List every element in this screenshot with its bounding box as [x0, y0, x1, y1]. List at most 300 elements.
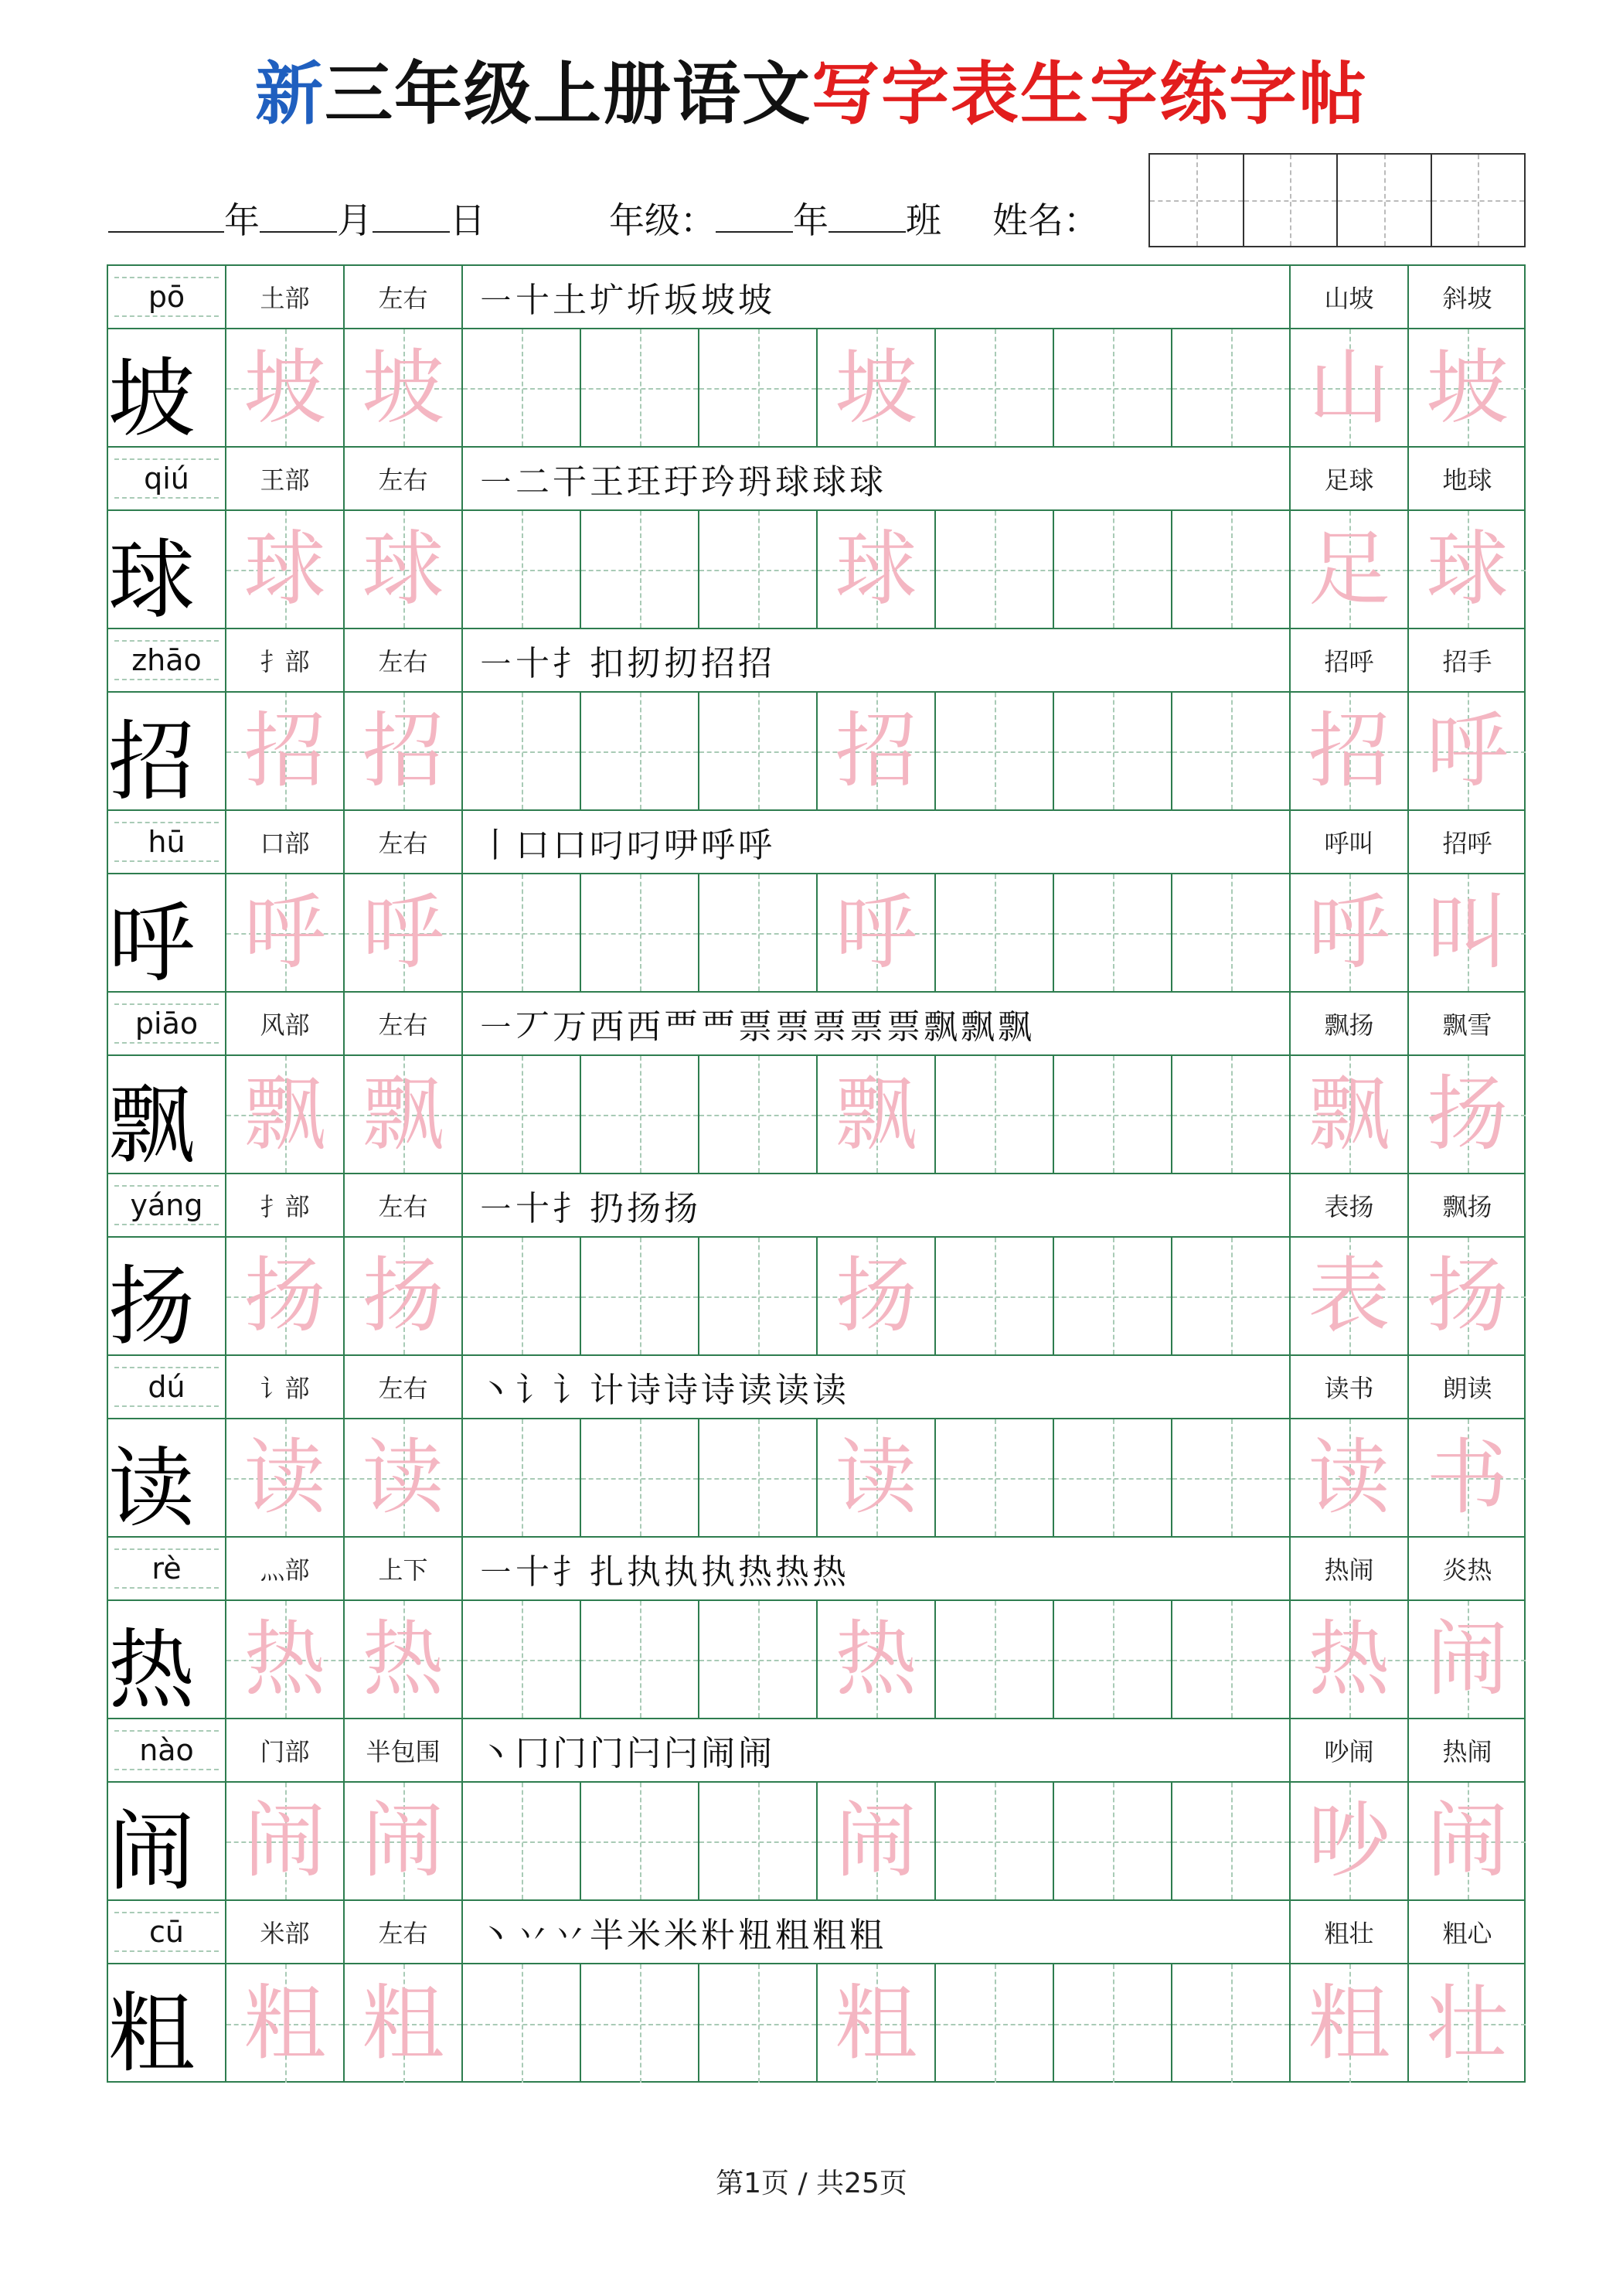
practice-cell[interactable] — [1054, 693, 1172, 809]
practice-cell[interactable] — [936, 1056, 1054, 1173]
practice-cell[interactable] — [1054, 874, 1172, 991]
info-row — [108, 448, 1524, 511]
stroke-order — [463, 1356, 1291, 1418]
trace-character: 坡 — [362, 339, 444, 435]
character-entry — [108, 1901, 1524, 2083]
pinyin — [108, 1174, 226, 1236]
practice-cell[interactable] — [463, 874, 581, 991]
stroke-step: 丶 — [478, 1371, 512, 1410]
pinyin-text: hū — [148, 825, 185, 859]
practice-row — [108, 1964, 1524, 2083]
practice-cell[interactable] — [581, 1783, 699, 1899]
stroke-step: 叼 — [590, 826, 624, 865]
grade-blank[interactable] — [716, 231, 793, 233]
stroke-step: 粗 — [812, 1916, 846, 1955]
stroke-step: 执 — [627, 1552, 661, 1592]
stroke-step: 讠 — [553, 1371, 587, 1410]
stroke-step: 干 — [553, 462, 587, 502]
character-entry — [108, 1356, 1524, 1538]
word-2: 热闹 — [1442, 1737, 1492, 1766]
practice-cell[interactable] — [463, 1056, 581, 1173]
trace-cell[interactable] — [818, 874, 936, 991]
practice-cell[interactable] — [1054, 1419, 1172, 1536]
stroke-step: 飘 — [924, 1007, 958, 1047]
stroke-step: 玗 — [664, 462, 698, 502]
word-trace-cell[interactable] — [1291, 693, 1409, 809]
stroke-step: 执 — [664, 1552, 698, 1592]
trace-cell[interactable] — [345, 1783, 463, 1899]
practice-cell[interactable] — [463, 1419, 581, 1536]
pinyin-text: rè — [151, 1552, 182, 1586]
trace-cell[interactable] — [226, 1056, 345, 1173]
stroke-step: 执 — [701, 1552, 735, 1592]
practice-row — [108, 1238, 1524, 1356]
stroke-step: 扨 — [664, 644, 698, 683]
pinyin — [108, 1901, 226, 1963]
pinyin — [108, 1356, 226, 1418]
model-character — [108, 1783, 226, 1903]
stroke-step: 票 — [738, 1007, 772, 1047]
trace-character: 呼 — [1426, 703, 1509, 799]
model-character — [108, 1056, 226, 1176]
trace-character: 呼 — [362, 884, 444, 980]
stroke-step: 闩 — [664, 1734, 698, 1773]
practice-cell[interactable] — [699, 1601, 818, 1718]
stroke-step: 丷 — [515, 1916, 550, 1955]
trace-character: 粗 — [1308, 1975, 1390, 2071]
practice-cell[interactable] — [581, 1419, 699, 1536]
practice-cell[interactable] — [1054, 1238, 1172, 1354]
practice-cell[interactable] — [1054, 1783, 1172, 1899]
stroke-step: 热 — [738, 1552, 772, 1592]
structure: 左右 — [345, 448, 463, 509]
stroke-step: 读 — [738, 1371, 772, 1410]
trace-character: 热 — [243, 1611, 326, 1707]
stroke-step: 口 — [553, 826, 587, 865]
structure: 左右 — [345, 629, 463, 691]
model-character — [108, 511, 226, 631]
word-trace-cell[interactable] — [1291, 1601, 1409, 1718]
stroke-step: 闹 — [701, 1734, 735, 1773]
stroke-step: 热 — [775, 1552, 809, 1592]
model-character — [108, 1238, 226, 1358]
stroke-step: 扌 — [553, 644, 587, 683]
pinyin-text: cū — [149, 1915, 184, 1949]
character-entry — [108, 448, 1524, 629]
character-entry — [108, 993, 1524, 1174]
trace-character: 扬 — [243, 1248, 326, 1344]
name-cell[interactable] — [1150, 155, 1244, 246]
trace-cell[interactable] — [226, 693, 345, 809]
stroke-step: 球 — [775, 462, 809, 502]
stroke-step: 呼 — [738, 826, 772, 865]
practice-cell[interactable] — [1172, 1964, 1291, 2083]
trace-character: 粗 — [362, 1975, 444, 2071]
trace-cell[interactable] — [226, 1238, 345, 1354]
practice-cell[interactable] — [1172, 1419, 1291, 1536]
practice-cell[interactable] — [699, 1783, 818, 1899]
pinyin-text: dú — [148, 1370, 185, 1404]
trace-character: 坡 — [243, 339, 326, 435]
name-cell[interactable] — [1338, 155, 1432, 246]
stroke-step: 十 — [515, 281, 550, 320]
stroke-order — [463, 1538, 1291, 1599]
word-1: 山坡 — [1291, 266, 1409, 328]
word-2: 招呼 — [1442, 829, 1492, 858]
trace-cell[interactable] — [226, 1601, 345, 1718]
trace-cell[interactable] — [345, 511, 463, 628]
class-blank[interactable] — [829, 231, 906, 233]
model-character-text: 热 — [108, 1620, 195, 1721]
practice-cell[interactable] — [1172, 1783, 1291, 1899]
pinyin-text: nào — [139, 1733, 194, 1767]
trace-cell[interactable] — [226, 1964, 345, 2083]
stroke-step: 覀 — [664, 1007, 698, 1047]
stroke-step: 坂 — [664, 281, 698, 320]
structure: 左右 — [345, 1901, 463, 1963]
stroke-step: 扎 — [590, 1552, 624, 1592]
word-trace-cell[interactable] — [1291, 874, 1409, 991]
practice-cell[interactable] — [463, 1238, 581, 1354]
word-trace-cell[interactable] — [1409, 874, 1526, 991]
word-trace-cell[interactable] — [1409, 1056, 1526, 1173]
pinyin-text: zhāo — [131, 643, 202, 677]
practice-grid — [107, 264, 1526, 2083]
name-cell[interactable] — [1244, 155, 1339, 246]
word-trace-cell[interactable] — [1409, 1601, 1526, 1718]
practice-cell[interactable] — [699, 511, 818, 628]
stroke-order — [463, 266, 1291, 328]
practice-cell[interactable] — [699, 1056, 818, 1173]
stroke-step: 扌 — [553, 1189, 587, 1228]
info-row — [108, 266, 1524, 329]
stroke-step: ㇐ — [478, 462, 512, 502]
info-row — [108, 1356, 1524, 1419]
stroke-step: 飘 — [998, 1007, 1032, 1047]
page-footer: 第1页 / 共25页 — [716, 2168, 907, 2199]
practice-cell[interactable] — [1172, 693, 1291, 809]
word-trace-cell[interactable] — [1409, 693, 1526, 809]
stroke-step: 诗 — [627, 1371, 661, 1410]
practice-cell[interactable] — [936, 874, 1054, 991]
trace-cell[interactable] — [345, 329, 463, 446]
year-blank[interactable] — [108, 231, 224, 233]
model-character-text: 呼 — [108, 894, 195, 994]
practice-cell[interactable] — [936, 511, 1054, 628]
structure: 左右 — [345, 811, 463, 873]
word-2: 飘雪 — [1442, 1010, 1492, 1040]
word-trace-cell[interactable] — [1291, 1783, 1409, 1899]
practice-cell[interactable] — [581, 329, 699, 446]
character-entry — [108, 266, 1524, 448]
trace-character: 叫 — [1426, 884, 1509, 980]
stroke-step: 票 — [775, 1007, 809, 1047]
practice-cell[interactable] — [463, 1601, 581, 1718]
trace-character: 壮 — [1426, 1975, 1509, 2071]
practice-cell[interactable] — [936, 1964, 1054, 2083]
stroke-step: 吚 — [664, 826, 698, 865]
practice-cell[interactable] — [1172, 1601, 1291, 1718]
trace-character: 飘 — [362, 1066, 444, 1162]
word-2: 炎热 — [1442, 1555, 1492, 1585]
trace-cell[interactable] — [818, 1419, 936, 1536]
model-character — [108, 874, 226, 994]
word-trace-cell[interactable] — [1291, 1964, 1409, 2083]
stroke-step: 米 — [627, 1916, 661, 1955]
info-row — [108, 1901, 1524, 1964]
trace-cell[interactable] — [818, 1601, 936, 1718]
practice-cell[interactable] — [1054, 1964, 1172, 2083]
stroke-step: 扬 — [664, 1189, 698, 1228]
word-trace-cell[interactable] — [1291, 511, 1409, 628]
trace-character: 球 — [835, 521, 917, 617]
info-row — [108, 993, 1524, 1056]
trace-character: 山 — [1308, 339, 1390, 435]
stroke-step: 坡 — [738, 281, 772, 320]
practice-cell[interactable] — [1054, 511, 1172, 628]
practice-cell[interactable] — [463, 1964, 581, 2083]
practice-cell[interactable] — [463, 1783, 581, 1899]
practice-cell[interactable] — [699, 693, 818, 809]
practice-cell[interactable] — [936, 1601, 1054, 1718]
word-trace-cell[interactable] — [1291, 1238, 1409, 1354]
stroke-step: 冂 — [515, 1734, 550, 1773]
pinyin — [108, 1538, 226, 1599]
trace-character: 球 — [1426, 521, 1509, 617]
practice-cell[interactable] — [581, 693, 699, 809]
trace-character: 读 — [362, 1429, 444, 1525]
trace-cell[interactable] — [226, 1783, 345, 1899]
word-1: 足球 — [1291, 448, 1409, 509]
stroke-step: 西 — [590, 1007, 624, 1047]
practice-cell[interactable] — [936, 1238, 1054, 1354]
structure: 上下 — [345, 1538, 463, 1599]
trace-character: 闹 — [835, 1793, 917, 1889]
structure: 左右 — [345, 993, 463, 1054]
practice-cell[interactable] — [1172, 874, 1291, 991]
stroke-step: 丨 — [478, 826, 512, 865]
trace-character: 闹 — [1426, 1793, 1509, 1889]
model-character — [108, 1601, 226, 1721]
stroke-step: 诗 — [701, 1371, 735, 1410]
info-row — [108, 1719, 1524, 1783]
model-character-text: 读 — [108, 1439, 195, 1539]
word-1: 热闹 — [1291, 1538, 1409, 1599]
trace-character: 扬 — [1426, 1248, 1509, 1344]
radical: 土部 — [226, 266, 345, 328]
trace-cell[interactable] — [226, 874, 345, 991]
structure: 左右 — [345, 266, 463, 328]
name-cell[interactable] — [1432, 155, 1525, 246]
practice-row — [108, 693, 1524, 811]
word-1: 粗壮 — [1291, 1901, 1409, 1963]
radical: 讠部 — [226, 1356, 345, 1418]
stroke-step: 玬 — [738, 462, 772, 502]
trace-cell[interactable] — [818, 511, 936, 628]
practice-cell[interactable] — [581, 1056, 699, 1173]
character-entry — [108, 1174, 1524, 1356]
stroke-step: 二 — [515, 462, 550, 502]
model-character — [108, 693, 226, 812]
practice-cell[interactable] — [463, 511, 581, 628]
stroke-step: 球 — [812, 462, 846, 502]
trace-cell[interactable] — [818, 1238, 936, 1354]
trace-character: 热 — [835, 1611, 917, 1707]
stroke-step: 王 — [590, 462, 624, 502]
trace-character: 表 — [1308, 1248, 1390, 1344]
trace-cell[interactable] — [226, 1419, 345, 1536]
stroke-step: 扬 — [627, 1189, 661, 1228]
stroke-step: 读 — [775, 1371, 809, 1410]
trace-character: 扬 — [1426, 1066, 1509, 1162]
trace-cell[interactable] — [345, 1056, 463, 1173]
stroke-step: ㇐ — [478, 1189, 512, 1228]
model-character-text: 坡 — [108, 349, 195, 449]
stroke-order — [463, 811, 1291, 873]
practice-cell[interactable] — [1054, 1601, 1172, 1718]
stroke-step: 粗 — [775, 1916, 809, 1955]
grade-label: 年级： — [609, 199, 716, 241]
trace-character: 招 — [243, 703, 326, 799]
practice-cell[interactable] — [1172, 329, 1291, 446]
practice-cell[interactable] — [699, 329, 818, 446]
word-trace-cell[interactable] — [1291, 1056, 1409, 1173]
structure: 左右 — [345, 1356, 463, 1418]
word-trace-cell[interactable] — [1291, 329, 1409, 446]
stroke-step: 坡 — [701, 281, 735, 320]
trace-cell[interactable] — [345, 874, 463, 991]
practice-cell[interactable] — [1172, 1238, 1291, 1354]
trace-character: 坡 — [835, 339, 917, 435]
trace-cell[interactable] — [345, 1964, 463, 2083]
trace-cell[interactable] — [818, 1783, 936, 1899]
practice-cell[interactable] — [936, 693, 1054, 809]
trace-cell[interactable] — [345, 1419, 463, 1536]
practice-cell[interactable] — [699, 874, 818, 991]
practice-cell[interactable] — [581, 1964, 699, 2083]
class-label: 班 — [906, 199, 941, 241]
stroke-order — [463, 993, 1291, 1054]
model-character-text: 扬 — [108, 1257, 195, 1358]
info-row — [108, 1174, 1524, 1238]
trace-cell[interactable] — [345, 1238, 463, 1354]
practice-cell[interactable] — [1172, 1056, 1291, 1173]
structure: 左右 — [345, 1174, 463, 1236]
model-character-text: 球 — [108, 530, 195, 631]
word-trace-cell[interactable] — [1409, 1419, 1526, 1536]
stroke-step: 叼 — [627, 826, 661, 865]
trace-character: 足 — [1308, 521, 1390, 617]
stroke-step: 粗 — [849, 1916, 883, 1955]
trace-cell[interactable] — [818, 329, 936, 446]
practice-row — [108, 874, 1524, 993]
stroke-step: 西 — [627, 1007, 661, 1047]
pinyin — [108, 266, 226, 328]
stroke-step: 扔 — [590, 1189, 624, 1228]
trace-character: 球 — [243, 521, 326, 617]
word-trace-cell[interactable] — [1409, 1238, 1526, 1354]
trace-character: 飘 — [243, 1066, 326, 1162]
trace-cell[interactable] — [345, 693, 463, 809]
grade-year-label: 年 — [793, 199, 829, 241]
stroke-step: 圹 — [590, 281, 624, 320]
practice-row — [108, 1783, 1524, 1901]
word-trace-cell[interactable] — [1291, 1419, 1409, 1536]
trace-character: 读 — [1308, 1429, 1390, 1525]
practice-cell[interactable] — [699, 1419, 818, 1536]
trace-cell[interactable] — [818, 1964, 936, 2083]
info-row — [108, 629, 1524, 693]
stroke-order — [463, 448, 1291, 509]
trace-cell[interactable] — [345, 1601, 463, 1718]
pinyin — [108, 993, 226, 1054]
stroke-step: 门 — [590, 1734, 624, 1773]
practice-cell[interactable] — [936, 329, 1054, 446]
word-trace-cell[interactable] — [1409, 1783, 1526, 1899]
stroke-step: 闹 — [738, 1734, 772, 1773]
stroke-step: 读 — [812, 1371, 846, 1410]
pinyin-text: piāo — [134, 1007, 199, 1041]
month-blank[interactable] — [260, 231, 337, 233]
radical: 风部 — [226, 993, 345, 1054]
stroke-step: 圻 — [627, 281, 661, 320]
practice-cell[interactable] — [936, 1783, 1054, 1899]
word-trace-cell[interactable] — [1409, 1964, 1526, 2083]
trace-character: 招 — [362, 703, 444, 799]
practice-cell[interactable] — [581, 1238, 699, 1354]
trace-cell[interactable] — [226, 329, 345, 446]
trace-character: 招 — [835, 703, 917, 799]
practice-cell[interactable] — [581, 874, 699, 991]
practice-cell[interactable] — [1054, 1056, 1172, 1173]
stroke-step: 丶 — [478, 1734, 512, 1773]
stroke-step: 球 — [849, 462, 883, 502]
practice-row — [108, 1601, 1524, 1719]
stroke-step: ㇐ — [478, 281, 512, 320]
pinyin — [108, 811, 226, 873]
model-character — [108, 329, 226, 449]
practice-cell[interactable] — [1172, 511, 1291, 628]
word-trace-cell[interactable] — [1409, 329, 1526, 446]
practice-cell[interactable] — [699, 1238, 818, 1354]
radical: 王部 — [226, 448, 345, 509]
stroke-step: 米 — [664, 1916, 698, 1955]
trace-character: 飘 — [835, 1066, 917, 1162]
stroke-step: 玪 — [701, 462, 735, 502]
pinyin — [108, 1719, 226, 1781]
stroke-step: 讠 — [515, 1371, 550, 1410]
pinyin — [108, 448, 226, 509]
practice-cell[interactable] — [1054, 329, 1172, 446]
practice-cell[interactable] — [699, 1964, 818, 2083]
practice-cell[interactable] — [581, 511, 699, 628]
trace-cell[interactable] — [818, 1056, 936, 1173]
practice-cell[interactable] — [463, 329, 581, 446]
model-character-text: 粗 — [108, 1984, 195, 2084]
day-label: 日 — [450, 199, 485, 241]
stroke-step: 口 — [515, 826, 550, 865]
practice-cell[interactable] — [463, 693, 581, 809]
practice-cell[interactable] — [936, 1419, 1054, 1536]
day-blank[interactable] — [373, 231, 450, 233]
word-trace-cell[interactable] — [1409, 511, 1526, 628]
practice-cell[interactable] — [581, 1601, 699, 1718]
pinyin — [108, 629, 226, 691]
trace-cell[interactable] — [226, 511, 345, 628]
trace-cell[interactable] — [818, 693, 936, 809]
name-writing-box[interactable] — [1148, 153, 1526, 247]
year-label: 年 — [224, 199, 260, 241]
